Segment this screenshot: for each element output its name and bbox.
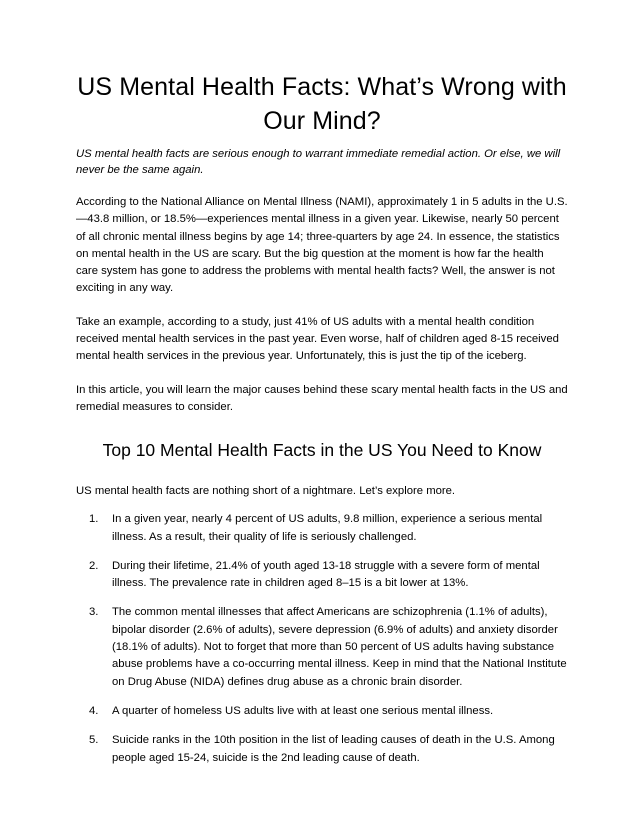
- list-item-number: 5.: [89, 734, 99, 747]
- list-item: [76, 604, 568, 690]
- paragraph-nami: According to the National Alliance on Mental Illness (NAMI), approximately 1 in 5 adults in the U.S.—43.8 million, or 18.5%—experiences mental illness in a given year. Likewise, nearly 50 percent of all chronic mental illness begins by age 14; three-quarters by age 24. In essence, the statistics on mental health in the US are scary. But the big question at the moment is how far the health care system has gone to address the problems with mental health facts? Well, the answer is not exciting in any way.: [76, 196, 568, 295]
- intro-text: US mental health facts are serious enough to warrant immediate remedial action. Or else, we will never be the same again.: [76, 148, 561, 176]
- list-item: [76, 511, 568, 546]
- list-item: [76, 703, 568, 720]
- list-item: [76, 558, 568, 593]
- section-heading: Top 10 Mental Health Facts in the US You Need to Know: [102, 440, 542, 461]
- page-title: US Mental Health Facts: What’s Wrong with Our Mind?: [77, 73, 567, 135]
- list-item-text: The common mental illnesses that affect Americans are schizophrenia (1.1% of adults), bipolar disorder (2.6% of adults), severe depression (6.9% of adults) and anxiety disorder (18.1% of adults). Not to forget that more than 50 percent of US adults having substance abuse problems have a co-occurring mental illness. Keep in mind that the National Institute on Drug Abuse (NIDA) defines drug abuse as a chronic brain disorder.: [112, 606, 567, 688]
- list-item-text: In a given year, nearly 4 percent of US adults, 9.8 million, experience a serious mental illness. As a result, their quality of life is seriously challenged.: [112, 513, 543, 543]
- list-item-text: A quarter of homeless US adults live with at least one serious mental illness.: [112, 704, 494, 717]
- list-item-number: 1.: [89, 513, 99, 526]
- paragraph-article: In this article, you will learn the major causes behind these scary mental health facts in the US and remedial measures to consider.: [76, 383, 568, 413]
- facts-list: [76, 511, 568, 767]
- list-item-text: Suicide ranks in the 10th position in the list of leading causes of death in the U.S. Among people aged 15-24, suicide is the 2nd leading cause of death.: [112, 734, 555, 764]
- paragraph-study: Take an example, according to a study, just 41% of US adults with a mental health condition received mental health services in the past year. Even worse, half of children aged 8-15 received mental health services in the previous year. Unfortunately, this is just the tip of the iceberg.: [76, 315, 559, 363]
- list-item-number: 3.: [89, 606, 99, 619]
- list-item-text: During their lifetime, 21.4% of youth aged 13-18 struggle with a severe form of mental illness. The prevalence rate in children aged 8–15 is a bit lower at 13%.: [112, 559, 540, 590]
- document-page: [76, 70, 568, 779]
- list-item-number: 2.: [89, 559, 99, 572]
- list-item-number: 4.: [89, 704, 99, 717]
- list-item: [76, 732, 568, 767]
- section-lead: US mental health facts are nothing short of a nightmare. Let’s explore more.: [76, 485, 456, 498]
